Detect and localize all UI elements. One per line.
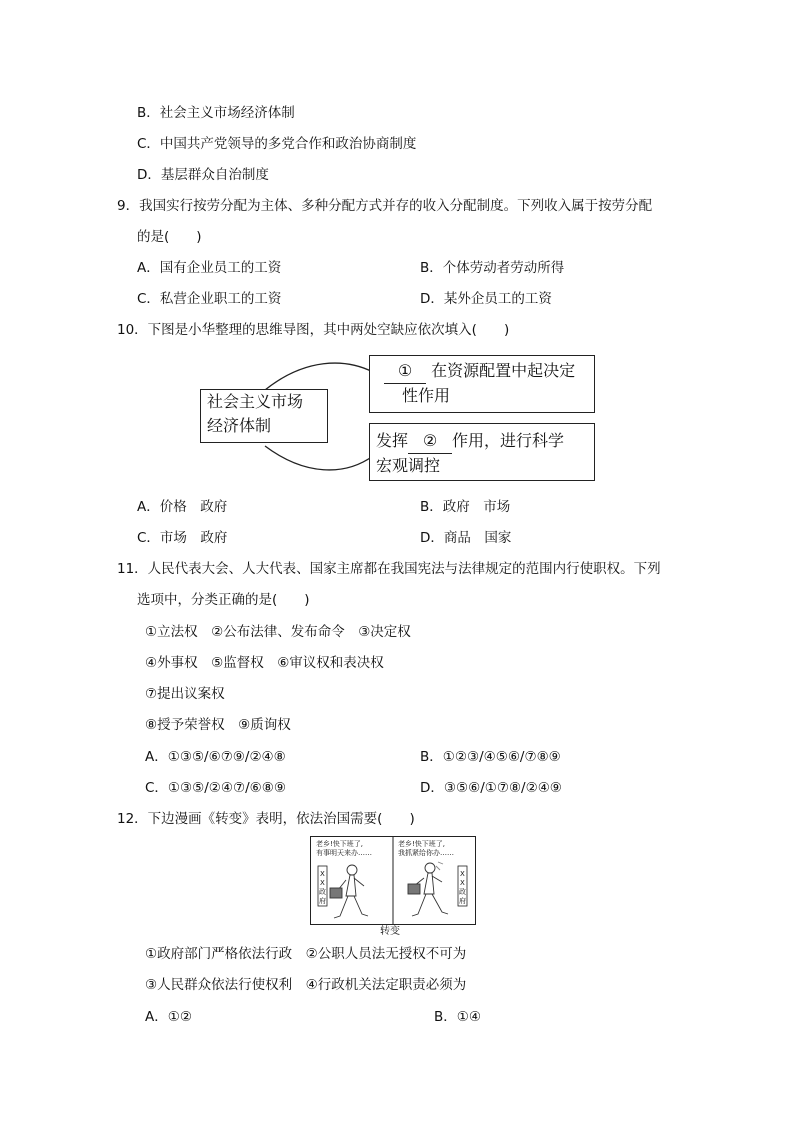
q9-option-a: A．国有企业员工的工资 [137,260,282,276]
q10-option-d: D．商品 国家 [420,530,512,546]
q11-item-row: ⑧授予荣誉权 ⑨质询权 [145,717,291,733]
left-speech-line1: 老乡!快下班了, [316,840,364,848]
q10-option-a: A．价格 政府 [137,499,228,515]
q9-stem-cont: 的是( ) [137,229,202,245]
mindmap-box2-text: 作用，进行科学 [452,431,565,450]
mindmap-center-box [200,389,328,443]
q11-option-a: A．①③⑤/⑥⑦⑨/②④⑧ [145,749,286,765]
q12-option-a: A．①② [145,1009,192,1025]
right-speech-line1: 老乡!快下班了, [398,840,446,848]
q12-option-b: B．①④ [434,1009,481,1025]
mindmap-box2-line2: 宏观调控 [376,456,441,475]
q10-option-b: B．政府 市场 [420,499,511,515]
q9-option-c: C．私营企业职工的工资 [137,291,282,307]
blank-1-number: ① [397,361,413,380]
q12-stem: 12．下边漫画《转变》表明，依法治国需要( ) [117,811,415,827]
mindmap-center-line2: 经济体制 [207,416,272,435]
q12-item-row: ①政府部门严格依法行政 ②公职人员法无授权不可为 [145,946,467,962]
left-speech-line2: 有事明天来办…… [316,849,372,857]
q9-option-b: B．个体劳动者劳动所得 [420,260,565,276]
q11-option-d: D．③⑤⑥/①⑦⑧/②④⑨ [420,780,562,796]
right-sign-char: 政 [459,888,466,896]
q8-option-d: D．基层群众自治制度 [137,167,269,183]
q11-option-c: C．①③⑤/②④⑦/⑥⑧⑨ [145,780,286,796]
q9-option-d: D．某外企员工的工资 [420,291,552,307]
q8-option-c: C．中国共产党领导的多党合作和政治协商制度 [137,136,417,152]
mindmap-box-1 [369,355,595,413]
left-sign-char: 府 [319,897,326,905]
q10-option-c: C．市场 政府 [137,530,228,546]
mindmap-box1-text: 在资源配置中起决定 [431,361,576,380]
blank-2 [408,429,452,454]
mindmap-box-2 [369,423,595,481]
blank-1 [384,359,426,384]
mindmap-center-line1: 社会主义市场 [207,392,304,411]
q11-stem-cont: 选项中，分类正确的是( ) [137,592,310,608]
q12-item-row: ③人民群众依法行使权利 ④行政机关法定职责必须为 [145,977,467,993]
q11-item-row: ①立法权 ②公布法律、发布命令 ③决定权 [145,624,411,640]
q9-stem: 9．我国实行按劳分配为主体、多种分配方式并存的收入分配制度。下列收入属于按劳分配 [117,198,653,214]
mindmap-box1-line2: 性作用 [402,386,451,405]
mindmap-box2-pre: 发挥 [376,431,409,450]
blank-2-number: ② [422,431,438,450]
q11-item-row: ④外事权 ⑤监督权 ⑥审议权和表决权 [145,655,384,671]
comic-caption: 转变 [380,926,400,937]
comic-zhuanbian [310,836,476,926]
left-sign-char: 政 [319,888,326,896]
q8-option-b: B．社会主义市场经济体制 [137,105,295,121]
q11-item-row: ⑦提出议案权 [145,686,225,702]
right-sign-char: X [460,879,465,887]
q10-stem: 10．下图是小华整理的思维导图，其中两处空缺应依次填入( ) [117,322,510,338]
q11-option-b: B．①②③/④⑤⑥/⑦⑧⑨ [420,749,561,765]
left-sign-char: X [320,870,325,878]
left-sign-char: X [320,879,325,887]
q11-stem: 11．人民代表大会、人大代表、国家主席都在我国宪法与法律规定的范围内行使职权。下列 [117,561,661,577]
right-speech-line2: 我抓紧给你办…… [398,849,454,857]
right-sign-char: X [460,870,465,878]
right-sign-char: 府 [459,897,466,905]
